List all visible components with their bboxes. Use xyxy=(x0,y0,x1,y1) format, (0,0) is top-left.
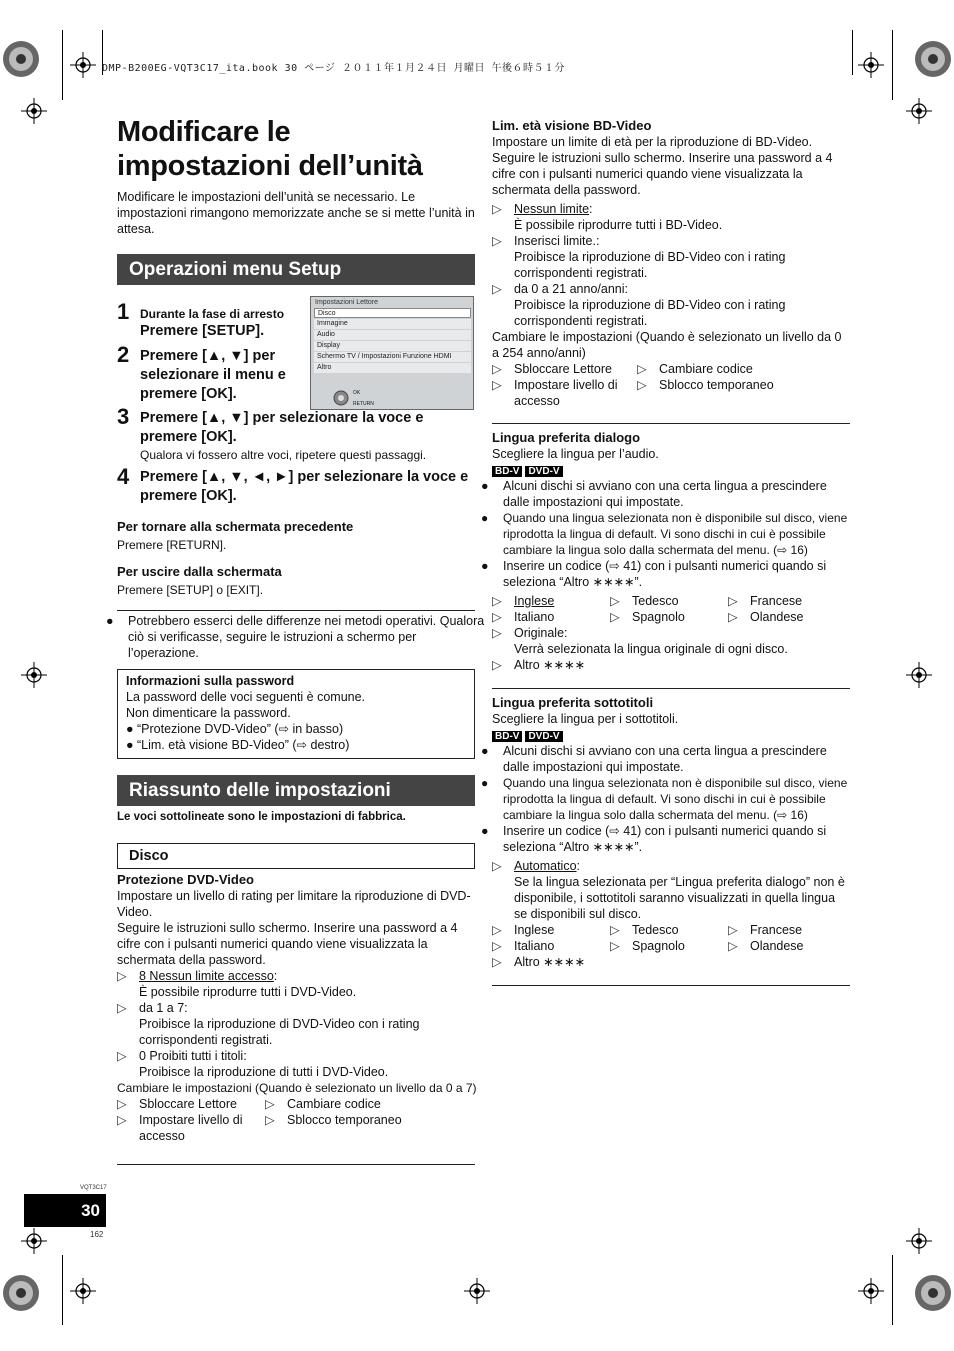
subtitle-l5: Spagnolo xyxy=(632,939,685,953)
bullet-icon: ● xyxy=(106,614,114,628)
option-arrow-icon: ▷ xyxy=(492,626,502,640)
screen-item: Display xyxy=(314,341,471,351)
option-arrow-icon: ▷ xyxy=(492,234,502,248)
divider xyxy=(117,610,475,611)
step-number: 1 xyxy=(117,299,130,324)
audio-l6: Olandese xyxy=(750,610,804,624)
dvd-protection-desc2: Seguire le istruzioni sullo schermo. Inserire una password a 4 cifre con i pulsanti numerici quando viene visualizzata la schermata della password. xyxy=(117,921,458,967)
audio-b2: Quando una lingua selezionata non è disponibile sul disco, viene riprodotta la lingua di default. Vi sono dischi in cui è possibile cambiare la lingua solo dalla schermata del menu. (⇨ 16) xyxy=(503,511,848,557)
subtitle-lang-block: Lingua preferita sottotitoli Scegliere la lingua per i sottotitoli. BD-V DVD-V ● Alcuni dischi si avviano con una certa lingua a prescindere dalle impostazioni qui impostate. ● Quando una lingua selezionata non è disponibile sul disco, viene riprodotta la lingua di default. Vi sono dischi in cui è possibile cambiare la lingua solo dalla schermata del menu. (⇨ 16) ● Inserire un codice (⇨ 41) con i pulsanti numerici quando si seleziona “Altro ∗∗∗∗”. ▷ Automatico: Se la lingua selezionata per “Lingua preferita dialogo” non è disponibile, i sottotitoli saranno visualizzati in quella lingua se disponibili sul disco. ▷ Inglese ▷ Tedesco ▷ Francese ▷ Italiano ▷ Spagnolo ▷ Olandese ▷ Altro ∗∗∗∗ xyxy=(492,695,850,970)
audio-lang-title: Lingua preferita dialogo xyxy=(492,430,641,445)
subtitle-l3: Francese xyxy=(750,923,803,937)
divider xyxy=(492,688,850,689)
option-arrow-icon: ▷ xyxy=(492,658,502,672)
option-arrow-icon: ▷ xyxy=(492,955,502,969)
bullet-icon: ● xyxy=(126,738,134,752)
step-number: 2 xyxy=(117,342,130,367)
option-arrow-icon: ▷ xyxy=(492,923,502,937)
page-title xyxy=(117,115,477,183)
audio-b3: Inserire un codice (⇨ 41) con i pulsanti numerici quando si seleziona “Altro ∗∗∗∗”. xyxy=(503,559,827,589)
audio-l7: Originale: xyxy=(514,626,568,640)
exit-title: Per uscire dalla schermata xyxy=(117,564,282,579)
bd-limit-desc: Impostare un limite di età per la riproduzione di BD-Video. Seguire le istruzioni sullo schermo. Inserire una password a 4 cifre con i pulsanti numerici quando viene visualizzata la schermata della password. xyxy=(492,135,833,197)
registration-mark-icon xyxy=(70,1278,96,1304)
step-3-text: Premere [▲, ▼] per selezionare la voce e premere [OK]. xyxy=(140,410,424,445)
screen-title: Impostazioni Lettore xyxy=(315,299,379,306)
dvd-c1: Sbloccare Lettore xyxy=(139,1097,237,1111)
crop-line xyxy=(892,30,893,100)
audio-l1: Inglese xyxy=(514,594,555,608)
color-wheel-icon xyxy=(0,1272,42,1314)
option-arrow-icon: ▷ xyxy=(265,1113,275,1127)
subtitle-b2: Quando una lingua selezionata non è disponibile sul disco, viene riprodotta la lingua di default. Vi sono dischi in cui è possibile cambiare la lingua solo dalla schermata del menu. (⇨ 16) xyxy=(503,776,848,822)
step-4-text: Premere [▲, ▼, ◄, ►] per selezionare la voce e premere [OK]. xyxy=(140,469,469,504)
step-3-note: Qualora vi fossero altre voci, ripetere questi passaggi. xyxy=(140,448,427,462)
bullet-icon: ● xyxy=(481,479,489,493)
crop-line xyxy=(62,1255,63,1325)
dvd-opt1: 8 Nessun limite accesso xyxy=(139,969,274,983)
bd-v-badge: BD-V xyxy=(492,466,522,477)
disco-subheading xyxy=(117,843,475,869)
option-arrow-icon: ▷ xyxy=(117,969,127,983)
option-arrow-icon: ▷ xyxy=(637,378,647,392)
registration-mark-icon xyxy=(21,1228,47,1254)
audio-b1: Alcuni dischi si avviano con una certa lingua a prescindere dalle impostazioni qui impostate. xyxy=(503,479,827,509)
bd-c2: Cambiare codice xyxy=(659,362,753,376)
section-heading-setup: Operazioni menu Setup xyxy=(117,254,475,285)
divider xyxy=(492,985,850,986)
crop-line xyxy=(892,1255,893,1325)
footer-sub-page: 162 xyxy=(90,1230,104,1239)
dvd-v-badge: DVD-V xyxy=(525,466,562,477)
bullet-icon: ● xyxy=(481,776,489,790)
dvd-change: Cambiare le impostazioni (Quando è selezionato un livello da 0 a 7) xyxy=(117,1081,477,1095)
bd-c1: Sbloccare Lettore xyxy=(514,362,612,376)
option-arrow-icon: ▷ xyxy=(637,362,647,376)
step-number: 3 xyxy=(117,404,130,429)
intro-text: Modificare le impostazioni dell’unità se necessario. Le impostazioni rimangono memorizzate anche se si mette l’unità in attesa. xyxy=(117,190,475,236)
option-arrow-icon: ▷ xyxy=(492,594,502,608)
dvd-protection-desc: Impostare un livello di rating per limitare la riproduzione di DVD-Video. xyxy=(117,889,471,919)
option-arrow-icon: ▷ xyxy=(492,859,502,873)
step-number: 4 xyxy=(117,464,130,489)
screen-item: Immagine xyxy=(314,319,471,329)
option-arrow-icon: ▷ xyxy=(117,1097,127,1111)
option-arrow-icon: ▷ xyxy=(117,1049,127,1063)
bd-v-badge: BD-V xyxy=(492,731,522,742)
option-arrow-icon: ▷ xyxy=(728,594,738,608)
dvd-opt2-desc: Proibisce la riproduzione di DVD-Video con i rating corrispondenti registrati. xyxy=(139,1017,420,1047)
subtitle-b1: Alcuni dischi si avviano con una certa lingua a prescindere dalle impostazioni qui impostate. xyxy=(503,744,827,774)
option-arrow-icon: ▷ xyxy=(610,923,620,937)
registration-mark-icon xyxy=(21,98,47,124)
subtitle-auto-desc: Se la lingua selezionata per “Lingua preferita dialogo” non è disponibile, i sottotitoli saranno visualizzati in quella lingua se disponibili sul disco. xyxy=(514,875,845,921)
setup-bullet-text: Potrebbero esserci delle differenze nei metodi operativi. Qualora ciò si verificasse, seguire le istruzioni a schermo per l’operazione. xyxy=(128,614,485,660)
bd-opt2-desc: Proibisce la riproduzione di BD-Video con i rating corrispondenti registrati. xyxy=(514,250,786,280)
registration-mark-icon xyxy=(858,52,884,78)
divider xyxy=(117,1164,475,1165)
subtitle-auto: Automatico xyxy=(514,859,577,873)
bd-opt2: Inserisci limite.: xyxy=(514,234,600,248)
password-box-bullet2: “Lim. età visione BD-Video” (⇨ destro) xyxy=(137,738,350,752)
password-box-line2: Non dimenticare la password. xyxy=(126,706,291,720)
setup-menu-screen xyxy=(310,296,474,410)
option-arrow-icon: ▷ xyxy=(728,923,738,937)
step-1-text: Premere [SETUP]. xyxy=(140,323,265,339)
dvd-c2: Cambiare codice xyxy=(287,1097,381,1111)
option-arrow-icon: ▷ xyxy=(492,610,502,624)
summary-note: Le voci sottolineate sono le impostazioni di fabbrica. xyxy=(117,811,406,823)
option-arrow-icon: ▷ xyxy=(610,594,620,608)
bd-c4: Sblocco temporaneo xyxy=(659,378,774,392)
bullet-icon: ● xyxy=(481,744,489,758)
crop-line xyxy=(852,30,853,75)
dvd-v-badge: DVD-V xyxy=(525,731,562,742)
bullet-icon: ● xyxy=(481,511,489,525)
registration-mark-icon xyxy=(906,662,932,688)
registration-mark-icon xyxy=(858,1278,884,1304)
color-wheel-icon xyxy=(0,38,42,80)
option-arrow-icon: ▷ xyxy=(728,610,738,624)
password-box-bullet1: “Protezione DVD-Video” (⇨ in basso) xyxy=(137,722,344,736)
option-arrow-icon: ▷ xyxy=(492,282,502,296)
subtitle-l2: Tedesco xyxy=(632,923,679,937)
color-wheel-icon xyxy=(912,38,954,80)
bd-opt3: da 0 a 21 anno/anni: xyxy=(514,282,628,296)
subtitle-b3: Inserire un codice (⇨ 41) con i pulsanti numerici quando si seleziona “Altro ∗∗∗∗”. xyxy=(503,824,827,854)
bd-opt1-desc: È possibile riprodurre tutti i BD-Video. xyxy=(514,218,723,232)
subtitle-lang-title: Lingua preferita sottotitoli xyxy=(492,695,654,710)
option-arrow-icon: ▷ xyxy=(117,1113,127,1127)
section-heading-summary: Riassunto delle impostazioni xyxy=(117,775,475,806)
password-info-box xyxy=(117,669,475,759)
dvd-opt3-desc: Proibisce la riproduzione di tutti i DVD-Video. xyxy=(139,1065,389,1079)
password-box-line1: La password delle voci seguenti è comune. xyxy=(126,690,366,704)
registration-mark-icon xyxy=(70,52,96,78)
password-box-title: Informazioni sulla password xyxy=(126,674,295,688)
bd-opt1: Nessun limite xyxy=(514,202,590,216)
dvd-protection-block: Protezione DVD-Video Impostare un livello di rating per limitare la riproduzione di DVD-Video. Seguire le istruzioni sullo schermo. Inserire una password a 4 cifre con i pulsanti numerici quando viene visualizzata la schermata della password. ▷ 8 Nessun limite accesso: È possibile riprodurre tutti i DVD-Video. ▷ da 1 a 7: Proibisce la riproduzione di DVD-Video con i rating corrispondenti registrati. ▷ 0 Proibiti tutti i titoli: Proibisce la riproduzione di tutti i DVD-Video. Cambiare le impostazioni (Quando è selezionato un livello da 0 a 7) ▷ Sbloccare Lettore ▷ Cambiare codice ▷ Impostare livello di accesso ▷ Sblocco temporaneo xyxy=(117,872,477,1143)
option-arrow-icon: ▷ xyxy=(728,939,738,953)
audio-l2: Tedesco xyxy=(632,594,679,608)
dvd-c3: Impostare livello di accesso xyxy=(139,1113,243,1143)
print-header: DMP-B200EG-VQT3C17_ita.book 30 ページ ２０１１年１月２４日 月曜日 午後６時５１分 xyxy=(102,63,565,74)
exit-text: Premere [SETUP] o [EXIT]. xyxy=(117,583,264,597)
dvd-opt1-desc: È possibile riprodurre tutti i DVD-Video. xyxy=(139,985,357,999)
page-title-line2: impostazioni dell’unità xyxy=(117,150,423,182)
bd-limit-block: Lim. età visione BD-Video Impostare un limite di età per la riproduzione di BD-Video. Seguire le istruzioni sullo schermo. Inserire una password a 4 cifre con i pulsanti numerici quando viene visualizzata la schermata della password. ▷ Nessun limite: È possibile riprodurre tutti i BD-Video. ▷ Inserisci limite.: Proibisce la riproduzione di BD-Video con i rating corrispondenti registrati. ▷ da 0 a 21 anno/anni: Proibisce la riproduzione di BD-Video con i rating corrispondenti registrati. Cambiare le impostazioni (Quando è selezionato un livello da 0 a 254 anno/anni) ▷ Sbloccare Lettore ▷ Cambiare codice ▷ Impostare livello di accesso ▷ Sblocco temporaneo xyxy=(492,118,850,409)
dvd-c4: Sblocco temporaneo xyxy=(287,1113,402,1127)
screen-item: Disco xyxy=(314,308,471,318)
registration-mark-icon xyxy=(21,662,47,688)
option-arrow-icon: ▷ xyxy=(492,202,502,216)
dvd-protection-title: Protezione DVD-Video xyxy=(117,872,255,887)
audio-lang-desc: Scegliere la lingua per l’audio. xyxy=(492,447,659,461)
subtitle-l7: Altro ∗∗∗∗ xyxy=(514,955,586,969)
bullet-icon: ● xyxy=(126,722,134,736)
audio-l3: Francese xyxy=(750,594,803,608)
audio-l5: Spagnolo xyxy=(632,610,685,624)
subtitle-lang-desc: Scegliere la lingua per i sottotitoli. xyxy=(492,712,679,726)
subtitle-l4: Italiano xyxy=(514,939,555,953)
audio-l4: Italiano xyxy=(514,610,555,624)
registration-mark-icon xyxy=(906,1228,932,1254)
disco-subheading-text: Disco xyxy=(129,848,169,864)
option-arrow-icon: ▷ xyxy=(492,362,502,376)
page-title-line1: Modificare le xyxy=(117,116,291,148)
option-arrow-icon: ▷ xyxy=(265,1097,275,1111)
footer-code: VQT3C17 xyxy=(80,1185,107,1191)
setup-bullet xyxy=(106,613,485,661)
dvd-opt2: da 1 a 7: xyxy=(139,1001,188,1015)
audio-lang-block xyxy=(481,430,850,673)
option-arrow-icon: ▷ xyxy=(117,1001,127,1015)
page-number: 30 xyxy=(24,1194,106,1227)
divider xyxy=(492,423,850,424)
bd-limit-title: Lim. età visione BD-Video xyxy=(492,118,652,133)
screen-item: Altro xyxy=(314,363,471,373)
remote-dpad-icon xyxy=(333,390,349,406)
screen-item: Schermo TV / Impostazioni Funzione HDMI xyxy=(314,352,471,362)
screen-return-label: RETURN xyxy=(353,401,374,407)
audio-l8: Altro ∗∗∗∗ xyxy=(514,658,586,672)
option-arrow-icon: ▷ xyxy=(610,939,620,953)
color-wheel-icon xyxy=(912,1272,954,1314)
screen-item: Audio xyxy=(314,330,471,340)
subtitle-l1: Inglese xyxy=(514,923,555,937)
bd-opt3-desc: Proibisce la riproduzione di BD-Video con i rating corrispondenti registrati. xyxy=(514,298,786,328)
registration-mark-icon xyxy=(464,1278,490,1304)
option-arrow-icon: ▷ xyxy=(492,939,502,953)
bd-c3: Impostare livello di accesso xyxy=(514,378,618,408)
dvd-opt3: 0 Proibiti tutti i titoli: xyxy=(139,1049,247,1063)
audio-l7-desc: Verrà selezionata la lingua originale di ogni disco. xyxy=(514,642,788,656)
bd-change: Cambiare le impostazioni (Quando è selezionato un livello da 0 a 254 anno/anni) xyxy=(492,330,842,360)
step-2-text: Premere [▲, ▼] per selezionare il menu e premere [OK]. xyxy=(140,348,286,402)
option-arrow-icon: ▷ xyxy=(610,610,620,624)
return-title: Per tornare alla schermata precedente xyxy=(117,519,354,534)
screen-ok-label: OK xyxy=(353,390,361,396)
subtitle-l6: Olandese xyxy=(750,939,804,953)
registration-mark-icon xyxy=(906,98,932,124)
option-arrow-icon: ▷ xyxy=(492,378,502,392)
bullet-icon: ● xyxy=(481,824,489,838)
bullet-icon: ● xyxy=(481,559,489,573)
step-1-small: Durante la fase di arresto xyxy=(140,307,285,321)
return-text: Premere [RETURN]. xyxy=(117,538,227,552)
crop-line xyxy=(62,30,63,100)
